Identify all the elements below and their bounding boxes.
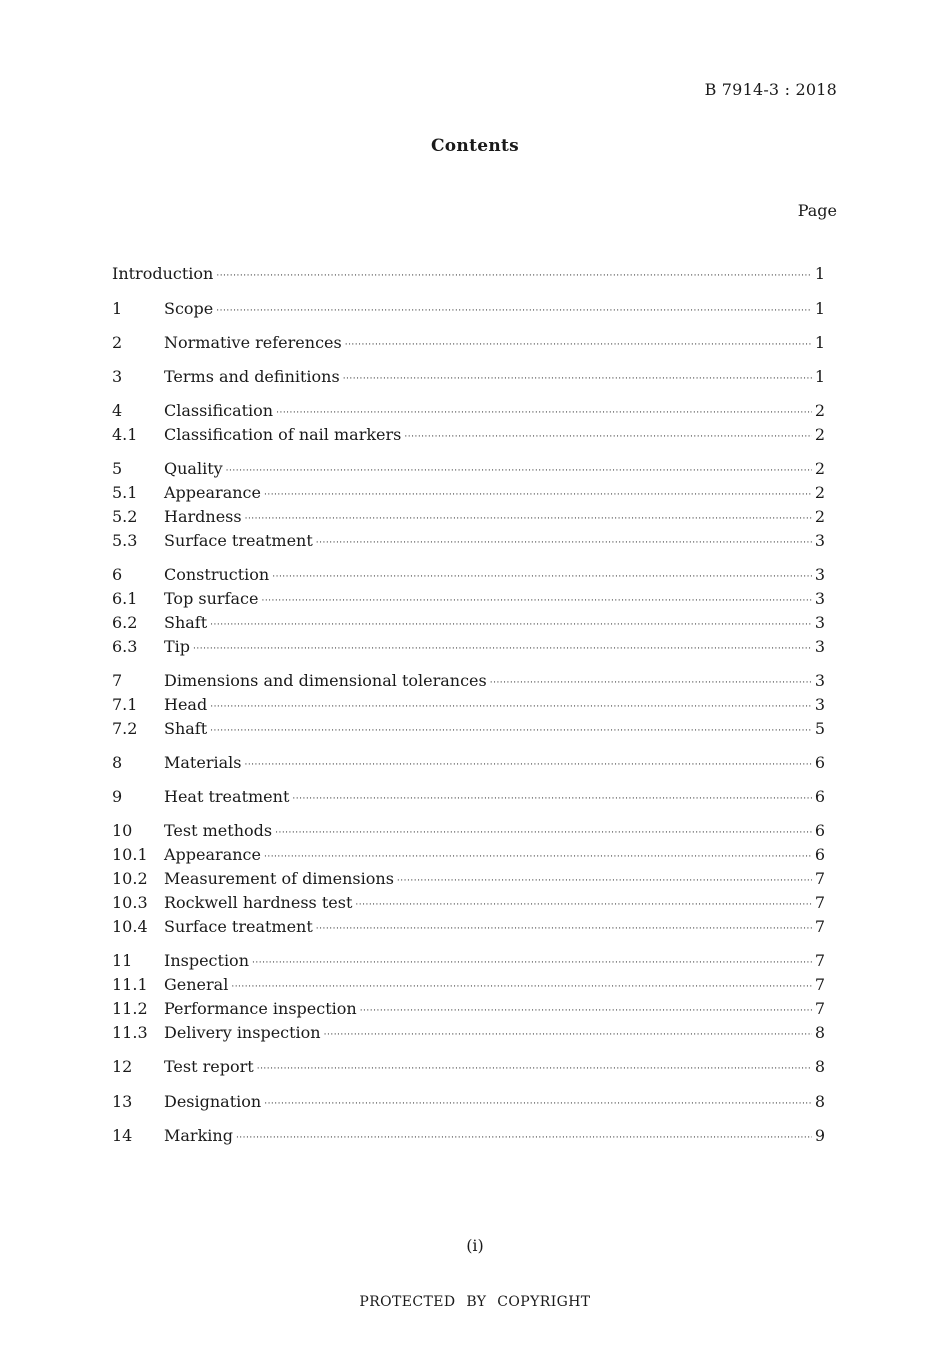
toc-entry-number: 10.3 xyxy=(112,893,148,912)
toc-entry[interactable] xyxy=(112,694,825,716)
toc-dot-leader xyxy=(343,368,812,390)
toc-entry[interactable] xyxy=(112,974,825,996)
toc-dot-leader xyxy=(292,788,811,810)
toc-entry-title: Classification xyxy=(164,401,274,420)
toc-entry-page: 6 xyxy=(814,821,825,840)
toc-entry-title: Classification of nail markers xyxy=(164,425,402,444)
toc-entry-title: Hardness xyxy=(164,507,242,526)
document-code: B 7914-3 : 2018 xyxy=(704,80,837,99)
toc-dot-leader xyxy=(404,426,811,448)
toc-entry[interactable] xyxy=(112,752,825,774)
toc-entry-title: Designation xyxy=(164,1092,262,1111)
toc-entry-title: Quality xyxy=(164,459,223,478)
toc-entry[interactable] xyxy=(112,718,825,740)
toc-entry-number: 7.1 xyxy=(112,695,138,714)
toc-dot-leader xyxy=(231,976,811,998)
toc-dot-leader xyxy=(275,822,812,844)
toc-entry-number: 5.1 xyxy=(112,483,138,502)
toc-dot-leader xyxy=(316,918,812,940)
toc-entry-number: 10.1 xyxy=(112,845,148,864)
toc-entry[interactable] xyxy=(112,1125,825,1147)
toc-entry-number: 9 xyxy=(112,787,123,806)
toc-dot-leader xyxy=(316,532,812,554)
toc-entry-title: Dimensions and dimensional tolerances xyxy=(164,671,487,690)
toc-entry-page: 2 xyxy=(814,507,825,526)
toc-dot-leader xyxy=(193,638,812,660)
toc-dot-leader xyxy=(244,754,811,776)
toc-entry-title: Construction xyxy=(164,565,270,584)
toc-entry-page: 7 xyxy=(814,951,825,970)
toc-entry-title: General xyxy=(164,975,229,994)
toc-entry[interactable] xyxy=(112,482,825,504)
toc-entry-page: 7 xyxy=(814,999,825,1018)
toc-dot-leader xyxy=(490,672,812,694)
toc-entry-number: 8 xyxy=(112,753,123,772)
toc-entry-title: Shaft xyxy=(164,613,208,632)
toc-entry-number: 10.4 xyxy=(112,917,148,936)
toc-entry-title: Tip xyxy=(164,637,191,656)
toc-entry-number: 4.1 xyxy=(112,425,138,444)
toc-entry-page: 5 xyxy=(814,719,825,738)
toc-entry[interactable] xyxy=(112,458,825,480)
toc-entry-title: Scope xyxy=(164,299,214,318)
toc-entry-title: Appearance xyxy=(164,483,261,502)
toc-entry-number: 5 xyxy=(112,459,123,478)
toc-entry-number: 3 xyxy=(112,367,123,386)
toc-entry-title: Marking xyxy=(164,1126,233,1145)
toc-dot-leader xyxy=(324,1024,812,1046)
toc-entry-number: 11.1 xyxy=(112,975,148,994)
toc-entry-number: 14 xyxy=(112,1126,133,1145)
toc-entry-number: 13 xyxy=(112,1092,133,1111)
page-title: Contents xyxy=(430,136,520,156)
toc-entry-title: Terms and definitions xyxy=(164,367,340,386)
toc-entry-title: Introduction xyxy=(112,264,214,283)
toc-entry[interactable] xyxy=(112,868,825,890)
toc-entry-number: 7 xyxy=(112,671,123,690)
toc-entry-number: 1 xyxy=(112,299,123,318)
copyright-notice: PROTECTED BY COPYRIGHT xyxy=(359,1294,591,1310)
toc-dot-leader xyxy=(226,460,812,482)
toc-entry-title: Surface treatment xyxy=(164,531,313,550)
toc-entry-number: 5.2 xyxy=(112,507,138,526)
toc-entry[interactable] xyxy=(112,916,825,938)
toc-entry-title: Shaft xyxy=(164,719,208,738)
page-number: (i) xyxy=(466,1236,484,1255)
toc-entry-number: 6.1 xyxy=(112,589,138,608)
toc-entry-title: Test report xyxy=(164,1057,254,1076)
toc-dot-leader xyxy=(257,1058,812,1080)
toc-entry-page: 3 xyxy=(814,589,825,608)
toc-entry-page: 6 xyxy=(814,787,825,806)
toc-entry-page: 1 xyxy=(814,333,825,352)
toc-dot-leader xyxy=(360,1000,812,1022)
toc-entry-number: 11 xyxy=(112,951,133,970)
toc-entry-title: Performance inspection xyxy=(164,999,357,1018)
toc-entry-page: 3 xyxy=(814,531,825,550)
toc-dot-leader xyxy=(252,952,812,974)
toc-entry-page: 2 xyxy=(814,483,825,502)
toc-entry-number: 2 xyxy=(112,333,123,352)
toc-entry-page: 2 xyxy=(814,459,825,478)
toc-entry-number: 4 xyxy=(112,401,123,420)
toc-dot-leader xyxy=(210,614,812,636)
toc-entry[interactable] xyxy=(112,530,825,552)
toc-dot-leader xyxy=(345,334,812,356)
toc-entry-title: Inspection xyxy=(164,951,249,970)
toc-entry[interactable] xyxy=(112,786,825,808)
toc-entry[interactable] xyxy=(112,998,825,1020)
toc-entry-page: 8 xyxy=(814,1092,825,1111)
toc-entry-page: 1 xyxy=(814,299,825,318)
toc-entry-number: 5.3 xyxy=(112,531,138,550)
toc-dot-leader xyxy=(264,1093,812,1115)
toc-entry-title: Heat treatment xyxy=(164,787,290,806)
toc-entry[interactable] xyxy=(112,612,825,634)
page-column-label: Page xyxy=(797,201,837,220)
toc-entry-page: 6 xyxy=(814,753,825,772)
toc-entry-page: 7 xyxy=(814,917,825,936)
toc-entry-number: 6.3 xyxy=(112,637,138,656)
toc-entry-page: 8 xyxy=(814,1023,825,1042)
toc-entry[interactable] xyxy=(112,506,825,528)
toc-entry-page: 3 xyxy=(814,637,825,656)
toc-entry-number: 10.2 xyxy=(112,869,148,888)
toc-entry[interactable] xyxy=(112,1091,825,1113)
toc-entry[interactable] xyxy=(112,298,825,320)
toc-entry-page: 7 xyxy=(814,869,825,888)
toc-entry-title: Rockwell hardness test xyxy=(164,893,353,912)
toc-entry-page: 9 xyxy=(814,1126,825,1145)
toc-entry-title: Top surface xyxy=(164,589,259,608)
toc-entry-number: 11.3 xyxy=(112,1023,148,1042)
toc-entry-page: 3 xyxy=(814,695,825,714)
toc-entry[interactable] xyxy=(112,636,825,658)
toc-dot-leader xyxy=(236,1127,812,1149)
toc-entry-number: 12 xyxy=(112,1057,133,1076)
toc-entry-title: Normative references xyxy=(164,333,342,352)
toc-dot-leader xyxy=(216,265,811,287)
toc-entry-page: 2 xyxy=(814,401,825,420)
toc-dot-leader xyxy=(245,508,812,530)
toc-entry[interactable] xyxy=(112,564,825,586)
toc-entry[interactable] xyxy=(112,400,825,422)
toc-entry-title: Test methods xyxy=(164,821,273,840)
toc-dot-leader xyxy=(210,720,812,742)
toc-dot-leader xyxy=(397,870,812,892)
toc-entry[interactable] xyxy=(112,892,825,914)
toc-entry-title: Measurement of dimensions xyxy=(164,869,394,888)
toc-entry-page: 3 xyxy=(814,565,825,584)
toc-entry-title: Appearance xyxy=(164,845,261,864)
toc-entry-page: 6 xyxy=(814,845,825,864)
toc-entry-title: Surface treatment xyxy=(164,917,313,936)
toc-entry[interactable] xyxy=(112,366,825,388)
toc-dot-leader xyxy=(261,590,811,612)
toc-entry[interactable] xyxy=(112,1022,825,1044)
toc-entry-number: 7.2 xyxy=(112,719,138,738)
toc-entry[interactable] xyxy=(112,332,825,354)
toc-entry[interactable] xyxy=(112,670,825,692)
toc-dot-leader xyxy=(276,402,812,424)
toc-dot-leader xyxy=(272,566,812,588)
toc-entry-title: Delivery inspection xyxy=(164,1023,321,1042)
toc-entry[interactable] xyxy=(112,1056,825,1078)
toc-entry-page: 7 xyxy=(814,893,825,912)
toc-entry[interactable] xyxy=(112,424,825,446)
toc-entry[interactable] xyxy=(112,588,825,610)
toc-dot-leader xyxy=(216,300,812,322)
toc-dot-leader xyxy=(264,484,812,506)
toc-entry[interactable] xyxy=(112,263,825,285)
toc-entry-number: 6.2 xyxy=(112,613,138,632)
toc-entry-number: 10 xyxy=(112,821,133,840)
toc-entry-page: 1 xyxy=(814,264,825,283)
toc-entry-title: Head xyxy=(164,695,208,714)
toc-entry-page: 3 xyxy=(814,671,825,690)
toc-entry-title: Materials xyxy=(164,753,242,772)
toc-entry-page: 7 xyxy=(814,975,825,994)
toc-dot-leader xyxy=(264,846,812,868)
toc-entry[interactable] xyxy=(112,950,825,972)
toc-dot-leader xyxy=(355,894,811,916)
toc-dot-leader xyxy=(210,696,812,718)
toc-entry-number: 11.2 xyxy=(112,999,148,1018)
toc-entry[interactable] xyxy=(112,844,825,866)
toc-entry-page: 8 xyxy=(814,1057,825,1076)
toc-entry-page: 1 xyxy=(814,367,825,386)
toc-entry[interactable] xyxy=(112,820,825,842)
toc-entry-number: 6 xyxy=(112,565,123,584)
toc-entry-page: 2 xyxy=(814,425,825,444)
toc-entry-page: 3 xyxy=(814,613,825,632)
